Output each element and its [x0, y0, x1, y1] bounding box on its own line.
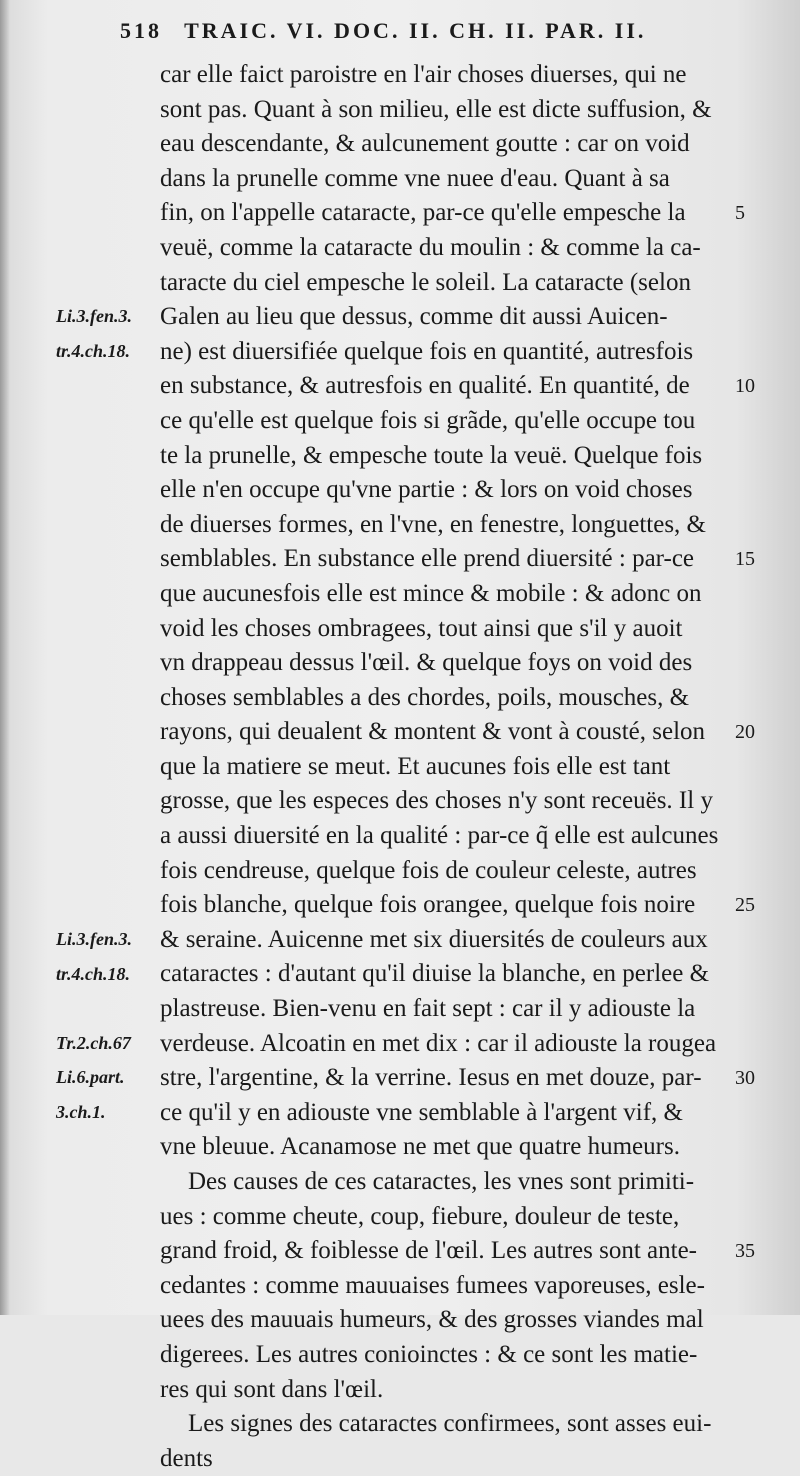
text-line: & seraine. Auicenne met six diuersités de couleurs aux — [160, 925, 708, 953]
text-line: fois blanche, quelque fois orangee, quelque fois noire — [160, 891, 696, 919]
text-line: veuë, comme la cataracte du moulin : & comme la ca- — [160, 233, 701, 261]
text-line: semblables. En substance elle prend diuersité : par-ce — [160, 545, 695, 573]
line-number: 30 — [735, 1067, 755, 1090]
text-line: ce qu'il y en adiouste vne semblable à l'argent vif, & — [160, 1098, 683, 1126]
margin-note: Li.3.fen.3. — [56, 306, 132, 327]
text-line: verdeuse. Alcoatin en met dix : car il adiouste la rougea — [160, 1029, 717, 1057]
page-gutter-shadow — [0, 0, 10, 1315]
text-line: res qui sont dans l'œil. — [160, 1375, 384, 1403]
text-line: cedantes : comme mauuaises fumees vaporeuses, esle- — [160, 1271, 705, 1299]
running-title: TRAIC. VI. DOC. II. CH. II. PAR. II. — [184, 18, 647, 43]
text-line: que la matiere se meut. Et aucunes fois elle est tant — [160, 752, 671, 780]
text-line: fin, on l'appelle cataracte, par-ce qu'elle empesche la — [160, 199, 686, 227]
text-line: stre, l'argentine, & la verrine. Iesus en met douze, par- — [160, 1064, 702, 1092]
text-line: ce qu'elle est quelque fois si grãde, qu'elle occupe tou — [160, 406, 696, 434]
text-line: uees des mauuais humeurs, & des grosses viandes mal — [160, 1306, 704, 1334]
text-line: taracte du ciel empesche le soleil. La cataracte (selon — [160, 268, 691, 296]
text-line: Des causes de ces cataractes, les vnes sont primiti- — [188, 1168, 695, 1195]
text-line: vn drappeau dessus l'œil. & quelque foys on void des — [160, 649, 693, 677]
text-line: grosse, que les especes des choses n'y sont receuës. Il y — [160, 787, 713, 815]
text-line: Galen au lieu que dessus, comme dit aussi Auicen- — [160, 303, 668, 331]
line-number: 35 — [735, 1240, 755, 1263]
margin-note: Li.3.fen.3. — [56, 929, 132, 949]
margin-note: 3.ch.1. — [56, 1102, 106, 1122]
text-line: car elle faict paroistre en l'air choses diuerses, qui ne — [160, 61, 687, 88]
text-line: a aussi diuersité en la qualité : par-ce q̃ elle est aulcunes — [160, 822, 719, 850]
text-line: elle n'en occupe qu'vne partie : & lors on void choses — [160, 476, 693, 504]
line-number: 10 — [735, 375, 755, 398]
text-line: vne bleuue. Acanamose ne met que quatre humeurs. — [160, 1133, 680, 1161]
text-line: ne) est diuersifiée quelque fois en quantité, autresfois — [160, 337, 694, 365]
text-line: te la prunelle, & empesche toute la veuë. Quelque fois — [160, 441, 703, 469]
text-line: void les choses ombragees, tout ainsi que s'il y auoit — [160, 614, 683, 642]
text-line: dans la prunelle comme vne nuee d'eau. Quant à sa — [160, 164, 670, 192]
margin-note: tr.4.ch.18. — [56, 963, 131, 984]
running-header — [120, 18, 646, 44]
line-number: 25 — [735, 894, 755, 917]
main-text-block — [160, 58, 738, 1476]
margin-note: tr.4.ch.18. — [56, 340, 131, 361]
text-line: fois cendreuse, quelque fois de couleur celeste, autres — [160, 856, 697, 884]
text-line: choses semblables a des chordes, poils, mousches, & — [160, 683, 690, 711]
text-line: dents — [160, 1444, 213, 1472]
text-line: que aucunesfois elle est mince & mobile : & adonc on — [160, 579, 702, 607]
text-line: rayons, qui deualent & montent & vont à cousté, selon — [160, 718, 706, 746]
text-line: cataractes : d'autant qu'il diuise la blanche, en perlee & — [160, 960, 710, 988]
text-line: digerees. Les autres conioinctes : & ce sont les matie- — [160, 1340, 698, 1368]
text-line: de diuerses formes, en l'vne, en fenestre, longuettes, & — [160, 510, 706, 538]
text-line: ues : comme cheute, coup, fiebure, douleur de teste, — [160, 1202, 680, 1230]
text-line: Les signes des cataractes confirmees, sont asses eui- — [188, 1410, 712, 1438]
page-number: 518 — [120, 18, 162, 43]
text-line: en substance, & autresfois en qualité. En quantité, de — [160, 372, 690, 400]
line-number: 5 — [735, 202, 745, 225]
line-number: 15 — [735, 548, 755, 571]
text-line: plastreuse. Bien-venu en fait sept : car il y adiouste la — [160, 995, 696, 1023]
line-number: 20 — [735, 721, 755, 744]
text-line: grand froid, & foiblesse de l'œil. Les autres sont ante- — [160, 1237, 697, 1265]
text-line: eau descendante, & aulcunement goutte : car on void — [160, 130, 690, 158]
margin-note: Tr.2.ch.67 — [56, 1032, 131, 1053]
margin-note: Li.6.part. — [56, 1067, 125, 1088]
text-line: sont pas. Quant à son milieu, elle est dicte suffusion, & — [160, 95, 712, 123]
